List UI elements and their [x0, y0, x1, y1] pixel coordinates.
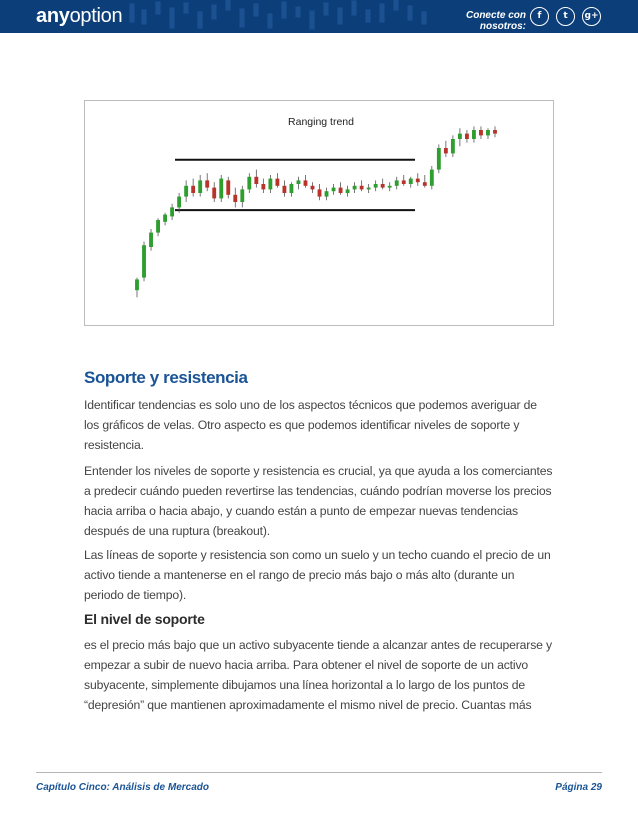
candle-down: [402, 180, 406, 184]
candle-up: [451, 139, 455, 153]
candle-up: [177, 197, 181, 208]
candle-down: [233, 195, 237, 202]
twitter-icon[interactable]: t: [556, 7, 575, 26]
google-plus-icon[interactable]: g+: [582, 7, 601, 26]
footer-divider: [36, 772, 602, 773]
candle-up: [472, 130, 476, 139]
candle-up: [268, 179, 272, 190]
candle-up: [142, 245, 146, 277]
candle-up: [297, 180, 301, 184]
candle-down: [304, 180, 308, 185]
subsection-paragraph: es el precio más bajo que un activo subyacente tiende a alcanzar antes de recuperarse y empezar a subir de nuevo hacia arriba. Para obtener el nivel de soporte de un activo subyacente, simplemente dibujamos una línea horizontal a lo largo de los puntos de “depresión” que mantienen aproximadamente el mismo nivel de precio. Cuantas más: [84, 638, 552, 712]
candle-down: [360, 186, 364, 190]
candle-up: [149, 233, 153, 247]
candle-up: [198, 180, 202, 193]
candles-group: [135, 126, 497, 297]
footer-page-number: Página 29: [555, 782, 602, 793]
connect-label: Conecte con nosotros:: [465, 10, 526, 32]
candle-down: [282, 186, 286, 193]
candle-down: [318, 189, 322, 196]
candle-up: [163, 215, 167, 222]
candle-up: [290, 184, 294, 193]
candle-up: [332, 188, 336, 192]
candle-up: [184, 186, 188, 197]
paragraph-2: Entender los niveles de soporte y resistencia es crucial, ya que ayuda a los comerciantes a predecir cuándo pueden revertirse las tendencias, cuándo podrían moverse los precios hacia arriba o hacia abajo, y cuando están a punto de empezar nuevas tendencias después de una ruptura (breakout).: [84, 464, 553, 538]
candle-up: [430, 170, 434, 186]
paragraph-1: Identificar tendencias es solo uno de los aspectos técnicos que podemos averiguar de los gráficos de velas. Otro aspecto es que podemos identificar niveles de soporte y resistencia.: [84, 398, 537, 452]
candle-up: [388, 186, 392, 188]
candle-up: [219, 179, 223, 199]
header-candlestick-decoration: [120, 0, 440, 33]
subsection-title: El nivel de soporte: [84, 611, 205, 627]
candle-up: [437, 148, 441, 170]
chart-title: Ranging trend: [288, 116, 354, 128]
candle-down: [205, 180, 209, 187]
logo-light-text: option: [69, 5, 123, 27]
candle-down: [261, 184, 265, 189]
section-title: Soporte y resistencia: [84, 368, 248, 387]
candle-down: [423, 182, 427, 186]
candle-up: [156, 220, 160, 233]
candle-down: [444, 148, 448, 153]
candle-down: [416, 179, 420, 183]
facebook-icon[interactable]: f: [530, 7, 549, 26]
anyoption-logo[interactable]: [36, 5, 122, 28]
candle-up: [409, 179, 413, 184]
chart-canvas: [85, 101, 555, 327]
candle-up: [247, 177, 251, 190]
candle-down: [479, 130, 483, 135]
candle-up: [374, 184, 378, 188]
candle-down: [339, 188, 343, 193]
ranging-trend-chart: [84, 100, 554, 326]
candle-up: [395, 180, 399, 185]
candle-down: [226, 180, 230, 194]
candle-up: [170, 207, 174, 216]
candle-down: [311, 186, 315, 190]
candle-down: [191, 186, 195, 193]
candle-down: [381, 184, 385, 188]
paragraph-3: Las líneas de soporte y resistencia son como un suelo y un techo cuando el precio de un activo tiende a mantenerse en el rango de precio más bajo o más alto (durante un periodo de tiempo).: [84, 548, 551, 602]
candle-up: [325, 191, 329, 196]
candle-down: [254, 177, 258, 184]
candle-down: [212, 188, 216, 199]
candle-up: [367, 188, 371, 190]
candle-up: [458, 134, 462, 139]
candle-up: [486, 130, 490, 135]
header-bar: [0, 0, 638, 33]
candle-down: [275, 179, 279, 186]
candle-up: [346, 189, 350, 193]
logo-bold-text: any: [36, 5, 70, 27]
candle-down: [465, 134, 469, 139]
candle-up: [353, 186, 357, 190]
candle-down: [493, 130, 497, 134]
candle-up: [240, 189, 244, 202]
footer-chapter: Capítulo Cinco: Análisis de Mercado: [36, 782, 209, 793]
candle-up: [135, 279, 139, 290]
